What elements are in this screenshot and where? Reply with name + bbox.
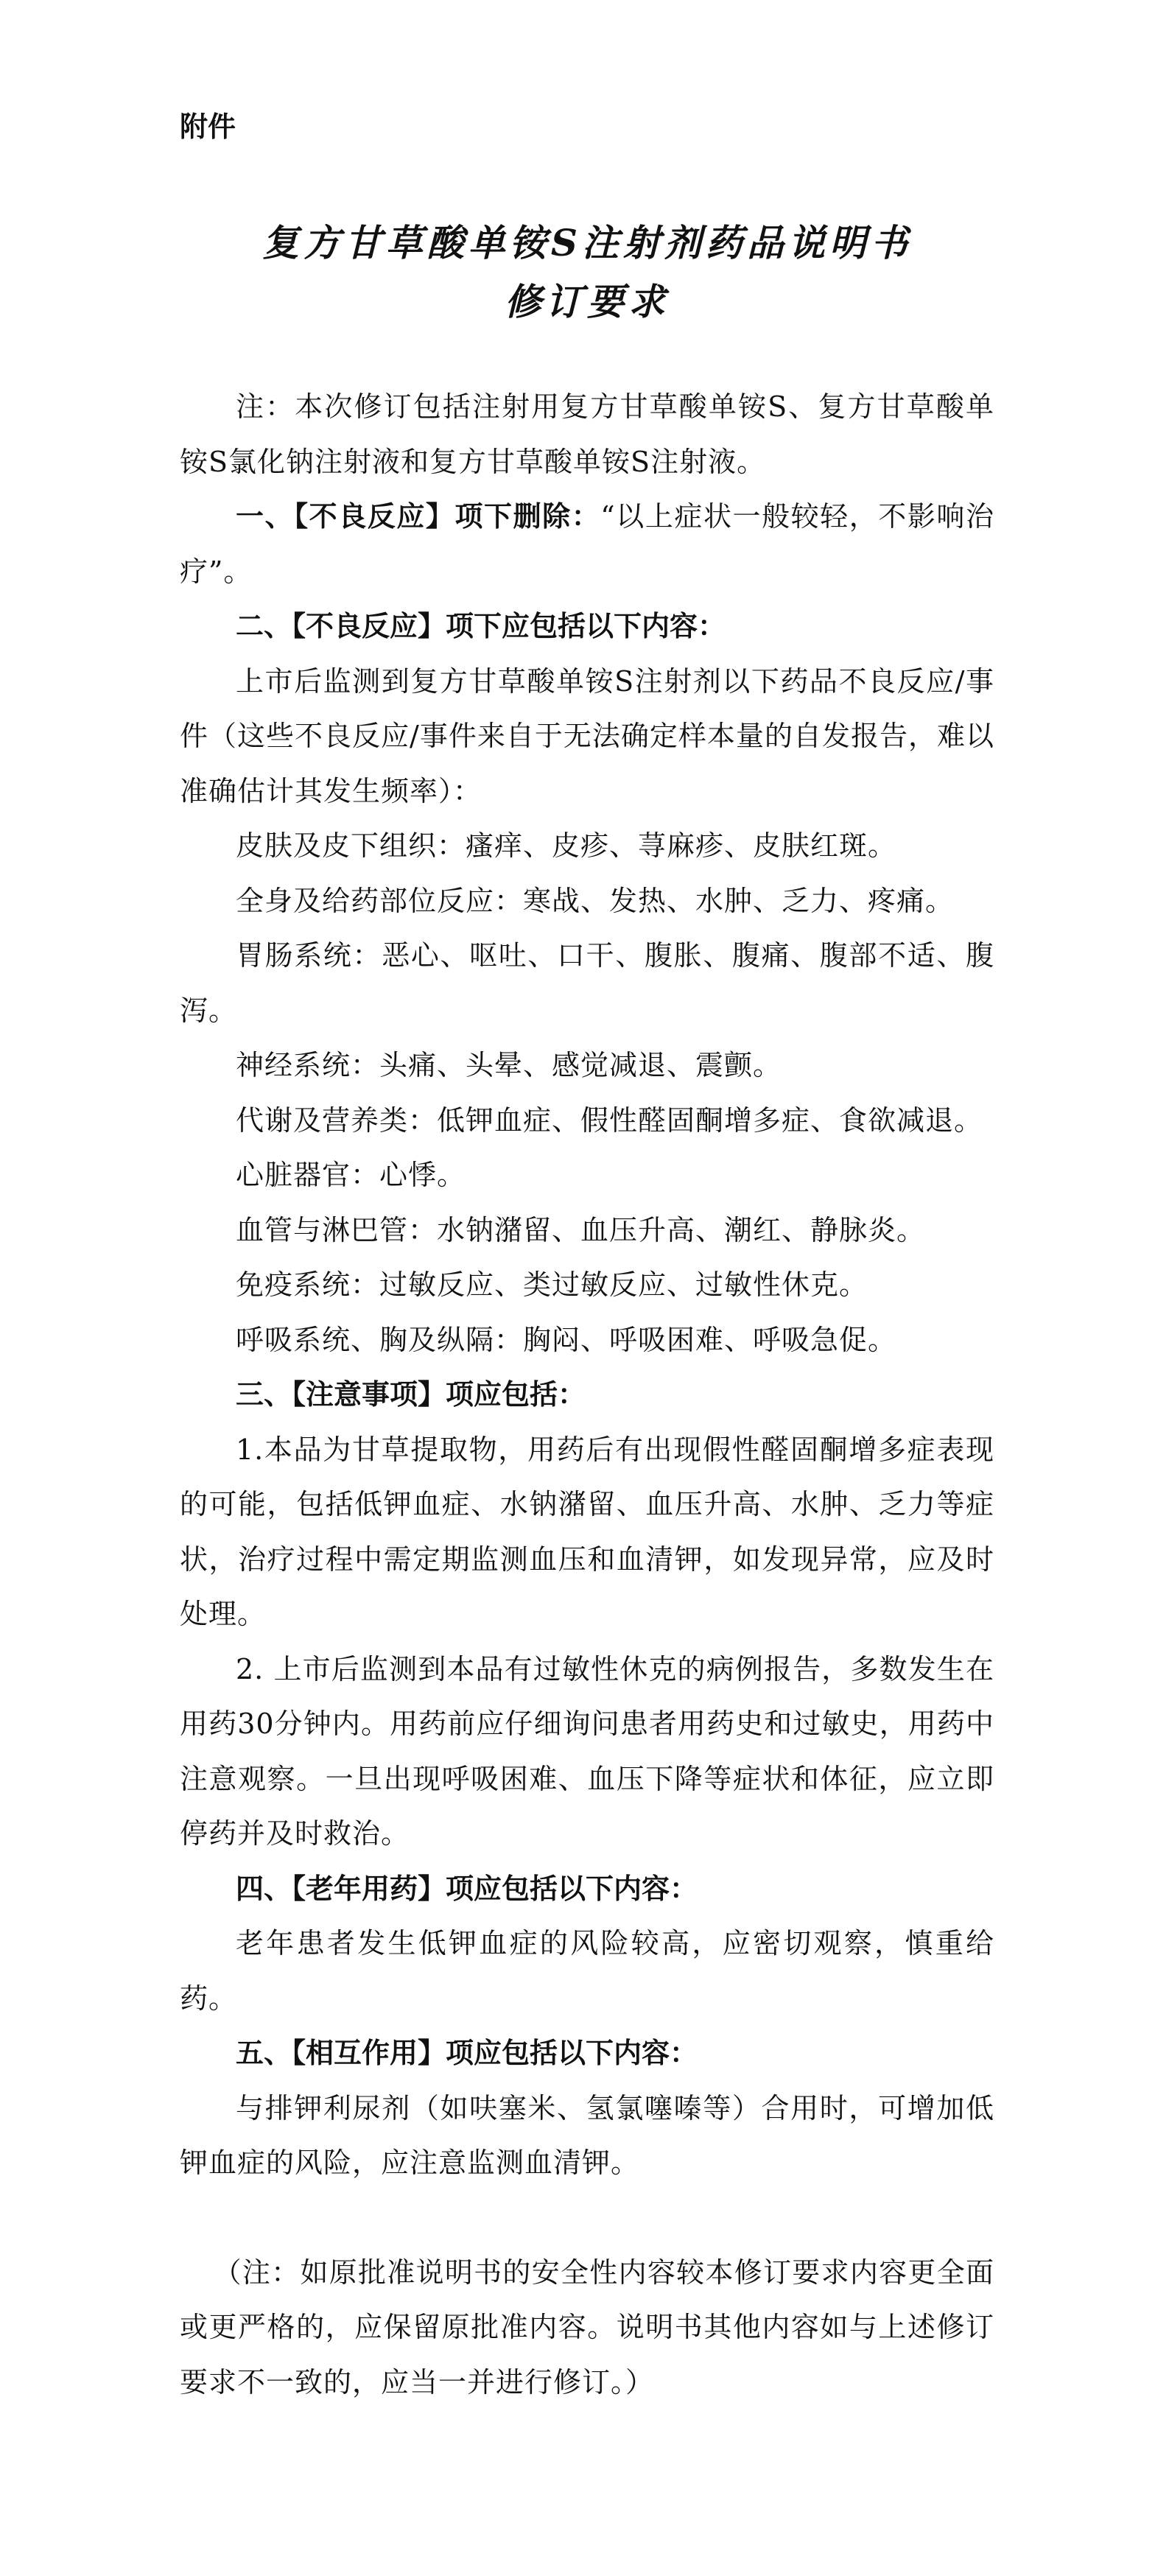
section-2-item-metabolic: 代谢及营养类：低钾血症、假性醛固酮增多症、食欲减退。: [236, 1103, 983, 1137]
section-2-intro: 上市后监测到复方甘草酸单铵S注射剂以下药品不良反应/事件（这些不良反应/事件来自于无法确定样本量的自发报告，难以准确估计其发生频率）：: [180, 664, 994, 807]
section-3-heading: 三、【注意事项】项应包括：: [236, 1378, 586, 1411]
intro-note: 注：本次修订包括注射用复方甘草酸单铵S、复方甘草酸单铵S氯化钠注射液和复方甘草酸单铵S注射液。: [180, 390, 994, 478]
attachment-label: 附件: [180, 110, 236, 143]
section-3-item-2: 2. 上市后监测到本品有过敏性休克的病例报告，多数发生在用药30分钟内。用药前应仔细询问患者用药史和过敏史，用药中注意观察。一旦出现呼吸困难、血压下降等症状和体征，应立即停药并及时救治。: [180, 1652, 994, 1850]
document-body: [180, 379, 994, 2410]
section-1-text: “以上症状一般较轻，不影响治疗”。: [180, 500, 994, 588]
section-5-text: 与排钾利尿剂（如呋塞米、氢氯噻嗪等）合用时，可增加低钾血症的风险，应注意监测血清钾。: [180, 2091, 994, 2179]
title-line-2: 修订要求: [505, 280, 670, 323]
section-2-item-skin: 皮肤及皮下组织：瘙痒、皮疹、荨麻疹、皮肤红斑。: [236, 829, 897, 862]
spacer: [180, 2191, 994, 2245]
section-2-item-vascular: 血管与淋巴管：水钠潴留、血压升高、潮红、静脉炎。: [236, 1213, 926, 1246]
section-1-heading: 一、【不良反应】项下删除：: [236, 500, 601, 533]
section-2-item-gastro: 胃肠系统：恶心、呕吐、口干、腹胀、腹痛、腹部不适、腹泻。: [180, 939, 994, 1027]
section-2-item-respiratory: 呼吸系统、胸及纵隔：胸闷、呼吸困难、呼吸急促。: [236, 1323, 897, 1356]
section-3-item-1: 1.本品为甘草提取物，用药后有出现假性醛固酮增多症表现的可能，包括低钾血症、水钠潴留、血压升高、水肿、乏力等症状，治疗过程中需定期监测血压和血清钾，如发现异常，应及时处理。: [180, 1433, 994, 1630]
section-4-heading: 四、【老年用药】项应包括以下内容：: [236, 1872, 698, 1905]
section-2-item-nervous: 神经系统：头痛、头晕、感觉减退、震颤。: [236, 1049, 782, 1081]
section-2-item-cardiac: 心脏器官：心悸。: [236, 1159, 466, 1191]
section-2-item-systemic: 全身及给药部位反应：寒战、发热、水肿、乏力、疼痛。: [236, 884, 955, 917]
title-line-1: 复方甘草酸单铵S注射剂药品说明书: [261, 221, 913, 264]
document-title: [180, 214, 994, 331]
section-1: [180, 489, 994, 599]
footnote: （注：如原批准说明书的安全性内容较本修订要求内容更全面或更严格的，应保留原批准内容。说明书其他内容如与上述修订要求不一致的，应当一并进行修订。）: [180, 2256, 994, 2398]
section-2-item-immune: 免疫系统：过敏反应、类过敏反应、过敏性休克。: [236, 1268, 868, 1301]
section-2-heading: 二、【不良反应】项下应包括以下内容：: [236, 610, 726, 642]
section-5-heading: 五、【相互作用】项应包括以下内容：: [236, 2037, 698, 2069]
section-4-text: 老年患者发生低钾血症的风险较高，应密切观察，慎重给药。: [180, 1927, 994, 2015]
